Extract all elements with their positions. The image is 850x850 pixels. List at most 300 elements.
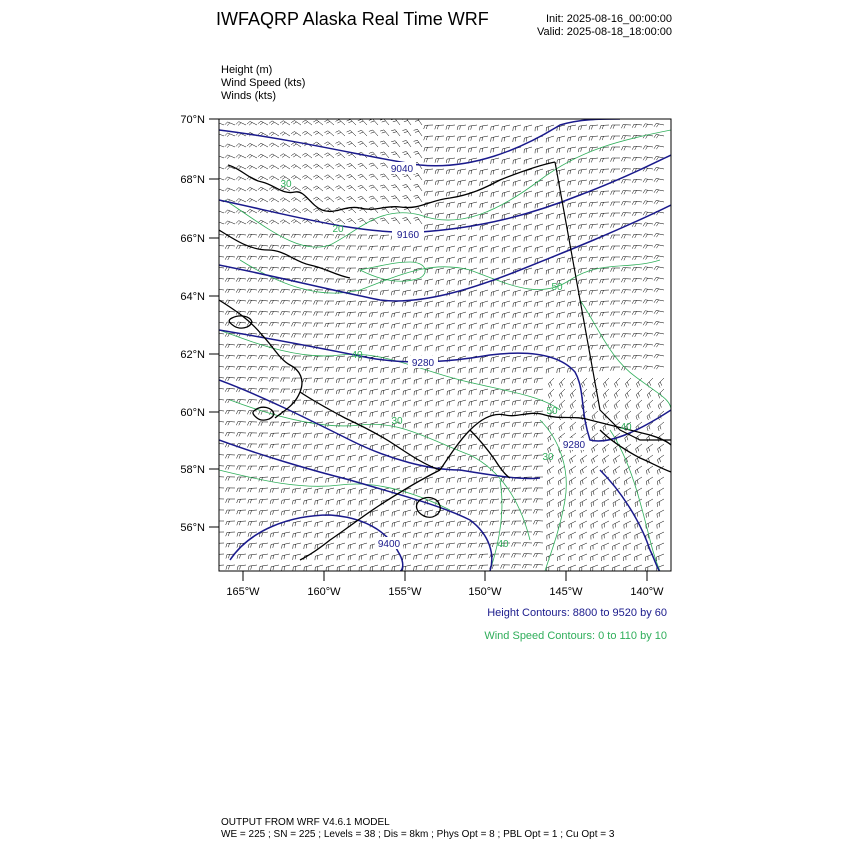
wind-barb xyxy=(621,213,631,217)
wind-barb xyxy=(237,488,246,492)
wind-barb xyxy=(446,532,455,537)
wind-barb xyxy=(403,411,411,417)
wind-barb xyxy=(523,521,533,525)
wind-barb xyxy=(370,378,378,384)
wind-barb xyxy=(569,499,576,507)
wind-barb xyxy=(636,444,642,453)
wind-barb xyxy=(523,510,533,514)
wind-barb xyxy=(392,389,400,395)
wind-barb xyxy=(581,455,588,464)
wind-barb xyxy=(314,356,323,360)
wind-barb xyxy=(314,367,323,371)
wind-barb xyxy=(580,521,587,529)
wind-barb xyxy=(513,257,521,263)
wind-barb xyxy=(603,444,609,453)
wind-barb xyxy=(654,189,664,193)
wind-barb xyxy=(424,235,433,240)
wind-barb xyxy=(424,158,433,163)
wind-barb xyxy=(281,433,290,437)
wind-barb xyxy=(643,344,653,348)
wind-barb xyxy=(314,444,323,449)
wind-barb xyxy=(523,466,532,470)
wind-barb xyxy=(632,333,642,337)
wind-barb xyxy=(303,455,312,460)
wind-barb xyxy=(280,198,290,202)
wind-barb xyxy=(591,477,598,485)
wind-barb xyxy=(502,191,510,197)
wind-barb xyxy=(511,565,521,569)
wind-barb xyxy=(326,444,335,450)
wind-barb xyxy=(546,345,554,351)
wind-barb xyxy=(613,477,620,485)
wind-barb xyxy=(347,119,356,125)
wind-barb xyxy=(502,290,510,296)
wind-barb xyxy=(578,169,587,174)
wind-barb xyxy=(513,312,521,318)
wind-barb xyxy=(611,290,621,294)
wind-barb xyxy=(414,301,422,307)
wind-barb xyxy=(513,323,521,329)
wind-barb xyxy=(313,279,323,283)
wind-barb xyxy=(654,277,664,281)
wind-barb xyxy=(325,389,334,394)
wind-barb xyxy=(280,154,290,158)
lat-label: 70°N xyxy=(180,114,205,126)
wind-barb xyxy=(259,510,268,515)
wind-barb xyxy=(358,141,367,147)
wind-barb xyxy=(568,191,577,197)
wind-barb xyxy=(534,499,544,503)
wind-barb xyxy=(491,224,499,230)
wind-barb xyxy=(380,312,389,317)
wind-barb xyxy=(369,323,378,328)
wind-barb xyxy=(225,144,235,148)
wind-barb xyxy=(315,499,323,505)
wind-barb xyxy=(457,158,466,163)
wind-barb xyxy=(611,246,621,250)
wind-barb xyxy=(568,169,577,175)
wind-barb xyxy=(534,422,543,427)
wind-barb xyxy=(325,367,334,372)
wind-barb xyxy=(226,477,236,481)
wind-barb xyxy=(479,521,488,526)
wind-barb xyxy=(291,121,301,126)
wind-barb xyxy=(632,344,642,348)
wind-barb xyxy=(570,422,576,431)
wind-barb xyxy=(632,234,642,238)
wind-barb xyxy=(570,389,576,398)
wind-barb xyxy=(403,433,411,439)
wind-barb xyxy=(314,334,323,338)
wind-barb xyxy=(602,543,609,550)
wind-barb xyxy=(533,553,543,557)
wind-barb xyxy=(225,311,235,315)
wind-barb xyxy=(336,356,345,361)
wind-barb xyxy=(469,345,477,351)
wind-barb xyxy=(281,499,290,504)
wind-barb xyxy=(557,246,565,252)
wind-barb xyxy=(236,278,246,282)
wind-barb xyxy=(403,444,411,450)
wind-barb xyxy=(280,289,290,293)
wind-barb xyxy=(236,188,246,192)
wind-barb xyxy=(292,477,301,482)
wind-barb xyxy=(491,290,499,296)
wind-barb xyxy=(614,389,620,398)
wind-barb xyxy=(269,121,279,125)
wind-barb xyxy=(237,455,247,459)
wind-barb xyxy=(414,444,422,450)
wind-barb xyxy=(491,169,499,175)
wind-barb xyxy=(435,169,444,174)
wind-barb xyxy=(654,145,664,149)
wind-barb xyxy=(403,532,411,538)
wind-barb xyxy=(225,421,235,425)
wind-barb xyxy=(337,543,345,549)
wind-barb xyxy=(280,322,290,326)
wind-barb xyxy=(292,345,302,349)
wind-barb xyxy=(491,125,500,131)
wind-barb xyxy=(501,532,510,536)
wind-barb xyxy=(225,256,235,260)
wind-barb xyxy=(336,268,346,272)
wind-barb xyxy=(600,312,609,316)
wind-barb xyxy=(226,488,236,492)
wind-barb xyxy=(502,224,510,230)
wind-barb xyxy=(469,334,477,340)
wind-barb xyxy=(513,235,521,241)
wind-barb xyxy=(657,510,664,518)
wind-barb xyxy=(403,499,411,505)
wind-barb xyxy=(632,212,642,216)
wind-barb xyxy=(479,477,488,482)
wind-barb xyxy=(292,422,301,427)
wind-barb xyxy=(513,367,522,373)
wind-barb xyxy=(591,510,598,518)
wind-barb xyxy=(632,256,642,260)
wind-barb xyxy=(502,323,510,329)
wind-barb xyxy=(512,433,521,438)
wind-barb xyxy=(370,499,378,505)
wind-barb xyxy=(280,121,290,125)
wind-barb xyxy=(502,235,510,241)
wind-barb xyxy=(291,267,301,271)
wind-barb xyxy=(237,510,246,514)
wind-barb xyxy=(313,153,323,158)
wind-barb xyxy=(611,279,621,283)
wind-barb xyxy=(557,224,565,230)
wind-barb xyxy=(480,268,488,274)
wind-barb xyxy=(602,554,609,561)
wind-barb xyxy=(468,125,477,130)
wind-barb xyxy=(403,400,411,406)
wind-barb xyxy=(313,256,323,260)
wind-barb xyxy=(403,301,412,307)
wind-barb xyxy=(314,378,323,383)
wind-barb xyxy=(578,334,587,339)
wind-barb xyxy=(469,389,477,395)
wind-barb xyxy=(447,378,455,384)
wind-barb xyxy=(380,119,389,125)
wind-barb xyxy=(248,455,257,459)
wind-barb xyxy=(303,444,312,449)
wind-barb xyxy=(348,488,356,494)
wind-barb xyxy=(270,532,279,537)
wind-barb xyxy=(621,268,631,272)
wind-barb xyxy=(569,466,576,474)
wind-barb xyxy=(569,532,576,539)
wind-barb xyxy=(491,345,499,351)
wind-barb xyxy=(303,400,312,405)
wind-barb xyxy=(658,400,664,409)
wind-barb xyxy=(643,333,653,337)
wind-barb xyxy=(326,521,334,527)
wind-barb xyxy=(535,235,543,241)
wind-barb xyxy=(348,444,356,450)
wind-barb xyxy=(546,136,554,142)
coastline-southeast xyxy=(600,430,671,472)
wind-barb xyxy=(546,224,554,230)
wind-barb xyxy=(502,136,510,142)
wind-barb xyxy=(269,220,279,224)
wind-barb xyxy=(236,377,246,381)
wind-barb xyxy=(446,158,455,163)
wind-barb xyxy=(336,142,346,147)
wind-barb xyxy=(535,268,543,274)
wind-barb xyxy=(635,543,642,550)
wind-barb xyxy=(436,400,444,406)
wind-barb xyxy=(589,136,598,141)
wind-barb xyxy=(578,136,587,141)
wind-barb xyxy=(325,356,334,361)
wind-barb xyxy=(600,246,609,250)
wind-barb xyxy=(646,499,653,507)
wind-barb xyxy=(657,499,664,507)
wind-barb xyxy=(458,213,466,219)
wind-barb xyxy=(369,246,378,250)
lon-label: 150°W xyxy=(468,586,502,598)
wind-barb xyxy=(391,119,400,125)
wind-barb xyxy=(403,455,411,461)
wind-barb xyxy=(337,554,345,560)
wind-barb xyxy=(457,543,466,548)
init-time: Init: 2025-08-16_00:00:00 xyxy=(546,13,672,25)
wind-barb xyxy=(535,301,543,307)
wind-barb xyxy=(535,213,543,219)
wind-barb xyxy=(304,488,313,494)
wind-barb xyxy=(446,565,455,570)
wind-barb xyxy=(635,466,642,474)
wind-barb xyxy=(335,235,345,239)
wind-barb xyxy=(236,122,246,126)
wind-barb xyxy=(524,125,532,131)
wind-barb xyxy=(258,278,268,282)
wind-barb xyxy=(237,532,246,537)
wind-barb xyxy=(391,268,400,273)
wind-barb xyxy=(336,312,345,316)
wind-barb xyxy=(600,290,609,294)
wind-barb xyxy=(501,554,511,558)
wind-barb xyxy=(236,155,246,159)
wind-barb xyxy=(611,191,621,195)
lat-label: 56°N xyxy=(180,522,205,534)
wind-barb xyxy=(632,289,642,293)
wind-barb xyxy=(313,164,323,169)
wind-barb xyxy=(624,488,631,496)
wind-barb xyxy=(568,312,577,318)
wind-contour xyxy=(360,262,425,281)
wind-barb xyxy=(414,532,422,538)
wind-barb xyxy=(546,367,554,373)
wind-barb xyxy=(237,499,246,503)
wind-barb xyxy=(359,389,368,395)
wind-barb xyxy=(292,444,301,449)
wind-barb xyxy=(347,279,356,283)
wind-barb xyxy=(302,234,312,238)
wind-barb xyxy=(337,499,345,505)
wind-barb xyxy=(248,466,257,470)
wind-barb xyxy=(568,136,577,142)
wind-barb xyxy=(523,400,532,405)
wind-barb xyxy=(358,257,367,261)
wind-barb xyxy=(621,334,631,338)
wind-barb xyxy=(589,334,598,339)
wind-barb xyxy=(589,301,598,306)
wind-barb xyxy=(513,246,521,252)
wind-barb xyxy=(225,366,235,370)
wind-barb xyxy=(479,543,488,547)
wind-barb xyxy=(512,510,521,514)
wind-barb xyxy=(425,389,433,395)
wind-barb xyxy=(468,565,477,569)
wind-barb xyxy=(654,332,664,336)
wind-barb xyxy=(315,477,324,483)
wind-barb xyxy=(291,289,301,293)
wind-barb xyxy=(425,510,433,516)
wind-barb xyxy=(247,411,257,415)
wind-barb xyxy=(336,175,346,180)
wind-barb xyxy=(524,180,532,186)
wind-barb xyxy=(578,158,587,163)
wind-barb xyxy=(380,152,389,158)
lat-label: 58°N xyxy=(180,464,205,476)
wind-barb xyxy=(436,224,445,230)
wind-barb xyxy=(658,455,665,464)
wind-barb xyxy=(424,136,433,140)
wind-barb xyxy=(436,411,444,417)
wind-barb xyxy=(269,176,279,180)
wind-barb xyxy=(358,185,367,191)
wind-barb xyxy=(248,565,257,570)
wind-barb xyxy=(303,433,312,438)
wind-barb xyxy=(369,268,378,273)
wind-barb xyxy=(358,246,367,250)
variable-height: Height (m) xyxy=(221,64,273,76)
wind-barb xyxy=(621,356,631,360)
wind-barb xyxy=(458,411,466,417)
wind-barb xyxy=(491,158,499,164)
wind-barb xyxy=(236,422,246,426)
wind-barb xyxy=(380,196,389,202)
wind-barb xyxy=(458,257,466,263)
wind-barb xyxy=(513,224,521,230)
wind-barb xyxy=(424,224,433,229)
wind-barb xyxy=(535,279,543,285)
wind-barb xyxy=(458,246,466,252)
wind-barb xyxy=(436,257,444,263)
wind-barb xyxy=(236,433,246,437)
wind-barb xyxy=(491,191,499,197)
wind-barb xyxy=(621,191,631,195)
wind-barb xyxy=(523,455,532,459)
wind-barb xyxy=(559,411,565,420)
wind-barb xyxy=(589,345,598,350)
wind-barb xyxy=(535,169,543,175)
wind-barb xyxy=(568,345,577,351)
wind-barb xyxy=(512,444,521,449)
wind-barb xyxy=(225,377,235,381)
wind-barb xyxy=(458,345,466,351)
wind-barb xyxy=(269,322,279,326)
height-contour xyxy=(219,119,620,166)
height-contour xyxy=(600,470,660,571)
wind-barb xyxy=(436,422,444,428)
wind-barb xyxy=(269,143,279,147)
wind-barb xyxy=(381,411,389,417)
wind-barb xyxy=(557,136,565,142)
wind-barb xyxy=(469,202,477,208)
wind-barb xyxy=(270,444,279,448)
wind-barb xyxy=(247,121,257,125)
wind-barb xyxy=(578,202,587,207)
wind-barb xyxy=(613,521,620,529)
wind-barb xyxy=(359,532,367,538)
wind-label: 40 xyxy=(620,422,632,433)
wind-barb xyxy=(258,245,268,249)
wind-barb xyxy=(468,499,477,504)
wind-barb xyxy=(447,334,455,340)
wind-barb xyxy=(381,400,389,406)
wind-barb xyxy=(600,169,609,173)
wind-barb xyxy=(381,378,389,384)
wind-barb xyxy=(402,279,411,284)
wind-barb xyxy=(624,532,631,539)
wind-barb xyxy=(458,312,466,318)
wind-barb xyxy=(392,466,400,472)
wind-barb xyxy=(458,235,466,241)
wind-barb xyxy=(657,477,664,485)
wind-label: 40 xyxy=(497,539,509,550)
wind-barb xyxy=(392,477,400,483)
wind-barb xyxy=(436,433,444,439)
wind-barb xyxy=(226,543,235,547)
wind-barb xyxy=(358,163,367,169)
wind-barb xyxy=(403,290,412,296)
wind-barb xyxy=(611,301,621,305)
wind-barb xyxy=(446,125,455,130)
wind-barb xyxy=(293,565,301,571)
wind-barb xyxy=(600,191,609,195)
wind-barb xyxy=(337,488,345,494)
height-contour-legend: Height Contours: 8800 to 9520 by 60 xyxy=(487,607,667,619)
wind-barb xyxy=(469,235,477,241)
wind-barb xyxy=(479,554,488,558)
wind-barb xyxy=(402,141,411,148)
height-label: 9280 xyxy=(562,440,586,451)
wind-barb xyxy=(647,389,653,398)
wind-barb xyxy=(469,257,477,263)
wind-barb xyxy=(435,180,444,185)
